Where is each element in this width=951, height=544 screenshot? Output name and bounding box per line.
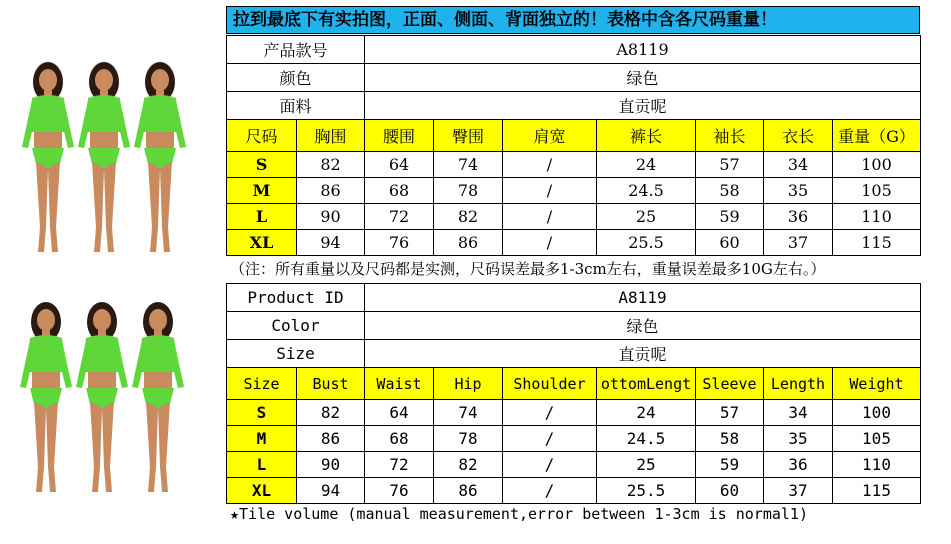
table-cell: 68 xyxy=(365,178,434,204)
table-cell: 94 xyxy=(297,478,365,504)
column-header: 裤长 xyxy=(597,120,696,152)
table-cell: 59 xyxy=(696,204,764,230)
table-cell: 105 xyxy=(833,426,921,452)
table-cell: 82 xyxy=(297,152,365,178)
info-row xyxy=(227,64,921,92)
info-value: A8119 xyxy=(365,284,921,312)
column-header: 臀围 xyxy=(434,120,503,152)
column-header: 衣长 xyxy=(764,120,833,152)
table-cell: 100 xyxy=(833,152,921,178)
table-cell: 72 xyxy=(365,452,434,478)
table-cell: / xyxy=(503,400,597,426)
table-cell: 58 xyxy=(696,178,764,204)
column-header: Sleeve xyxy=(696,368,764,400)
info-value: 直贡呢 xyxy=(365,340,921,368)
table-cell: 59 xyxy=(696,452,764,478)
table-cell: 90 xyxy=(297,204,365,230)
info-label: Size xyxy=(227,340,365,368)
table-cell: 34 xyxy=(764,152,833,178)
info-row xyxy=(227,284,921,312)
info-value: 绿色 xyxy=(365,312,921,340)
table-cell: 57 xyxy=(696,152,764,178)
table-cell: / xyxy=(503,178,597,204)
table-row xyxy=(227,400,921,426)
table-cell: 94 xyxy=(297,230,365,256)
size-cell: S xyxy=(227,152,297,178)
table-cell: 25 xyxy=(597,452,696,478)
header-row xyxy=(227,120,921,152)
info-label: Color xyxy=(227,312,365,340)
table-row xyxy=(227,152,921,178)
column-header: Weight xyxy=(833,368,921,400)
table-cell: 76 xyxy=(365,230,434,256)
column-header: 重量（G） xyxy=(833,120,921,152)
table-cell: 68 xyxy=(365,426,434,452)
table-cell: 115 xyxy=(833,478,921,504)
table-cell: / xyxy=(503,426,597,452)
column-header: Waist xyxy=(365,368,434,400)
table-cell: 24.5 xyxy=(597,178,696,204)
column-header: 胸围 xyxy=(297,120,365,152)
table-cell: 100 xyxy=(833,400,921,426)
promo-banner: 拉到最底下有实拍图，正面、侧面、背面独立的！表格中含各尺码重量！ xyxy=(226,6,920,34)
size-cell: M xyxy=(227,178,297,204)
table-cell: 86 xyxy=(297,426,365,452)
column-header: 袖长 xyxy=(696,120,764,152)
table-cell: 36 xyxy=(764,452,833,478)
column-header: Bust xyxy=(297,368,365,400)
table-cell: 110 xyxy=(833,452,921,478)
table-cell: 36 xyxy=(764,204,833,230)
table-cell: 35 xyxy=(764,426,833,452)
table-cell: 82 xyxy=(434,204,503,230)
size-table-english xyxy=(226,283,921,504)
model-photo-bottom xyxy=(0,280,222,510)
table-cell: 86 xyxy=(297,178,365,204)
column-header: Hip xyxy=(434,368,503,400)
models-figure xyxy=(0,40,222,270)
size-cell: L xyxy=(227,452,297,478)
column-header: 肩宽 xyxy=(503,120,597,152)
table-cell: 82 xyxy=(297,400,365,426)
table-cell: 72 xyxy=(365,204,434,230)
size-cell: XL xyxy=(227,478,297,504)
table-cell: 24 xyxy=(597,152,696,178)
table-cell: 86 xyxy=(434,478,503,504)
table-cell: 110 xyxy=(833,204,921,230)
table-row xyxy=(227,426,921,452)
column-header: 尺码 xyxy=(227,120,297,152)
info-label: Product ID xyxy=(227,284,365,312)
table-row xyxy=(227,478,921,504)
table-cell: 74 xyxy=(434,400,503,426)
table-cell: 76 xyxy=(365,478,434,504)
table-cell: 35 xyxy=(764,178,833,204)
table-cell: 25 xyxy=(597,204,696,230)
column-header: Length xyxy=(764,368,833,400)
table-cell: 82 xyxy=(434,452,503,478)
info-label: 颜色 xyxy=(227,64,365,92)
table-cell: 78 xyxy=(434,178,503,204)
size-cell: L xyxy=(227,204,297,230)
table-cell: 37 xyxy=(764,478,833,504)
table-cell: 57 xyxy=(696,400,764,426)
table-cell: 24 xyxy=(597,400,696,426)
table-cell: 25.5 xyxy=(597,478,696,504)
info-label: 产品款号 xyxy=(227,36,365,64)
column-header: Size xyxy=(227,368,297,400)
column-header: Shoulder xyxy=(503,368,597,400)
info-value: A8119 xyxy=(365,36,921,64)
size-cell: M xyxy=(227,426,297,452)
table-cell: 64 xyxy=(365,152,434,178)
table-row xyxy=(227,204,921,230)
info-row xyxy=(227,92,921,120)
size-table-chinese xyxy=(226,35,921,256)
table-cell: / xyxy=(503,152,597,178)
info-value: 直贡呢 xyxy=(365,92,921,120)
table-cell: 60 xyxy=(696,230,764,256)
table-cell: / xyxy=(503,452,597,478)
models-figure xyxy=(0,280,222,510)
info-row xyxy=(227,36,921,64)
table-cell: 78 xyxy=(434,426,503,452)
header-row xyxy=(227,368,921,400)
table-cell: 25.5 xyxy=(597,230,696,256)
info-row xyxy=(227,312,921,340)
column-header: 腰围 xyxy=(365,120,434,152)
measurement-note-english: ★Tile volume (manual measurement,error between 1-3cm is normal1) xyxy=(230,505,808,523)
table-cell: / xyxy=(503,478,597,504)
table-cell: / xyxy=(503,204,597,230)
model-photo-top xyxy=(0,40,222,270)
table-cell: 24.5 xyxy=(597,426,696,452)
table-cell: 60 xyxy=(696,478,764,504)
column-header: ottomLengt xyxy=(597,368,696,400)
info-row xyxy=(227,340,921,368)
info-label: 面料 xyxy=(227,92,365,120)
table-cell: 34 xyxy=(764,400,833,426)
measurement-note-chinese: （注：所有重量以及尺码都是实测，尺码误差最多1-3cm左右，重量误差最多10G左右。） xyxy=(230,260,826,278)
table-cell: 115 xyxy=(833,230,921,256)
table-row xyxy=(227,452,921,478)
table-cell: 90 xyxy=(297,452,365,478)
table-cell: 86 xyxy=(434,230,503,256)
size-cell: S xyxy=(227,400,297,426)
table-cell: 105 xyxy=(833,178,921,204)
table-cell: / xyxy=(503,230,597,256)
info-value: 绿色 xyxy=(365,64,921,92)
table-cell: 74 xyxy=(434,152,503,178)
table-cell: 64 xyxy=(365,400,434,426)
table-row xyxy=(227,230,921,256)
size-cell: XL xyxy=(227,230,297,256)
table-cell: 58 xyxy=(696,426,764,452)
table-cell: 37 xyxy=(764,230,833,256)
table-row xyxy=(227,178,921,204)
